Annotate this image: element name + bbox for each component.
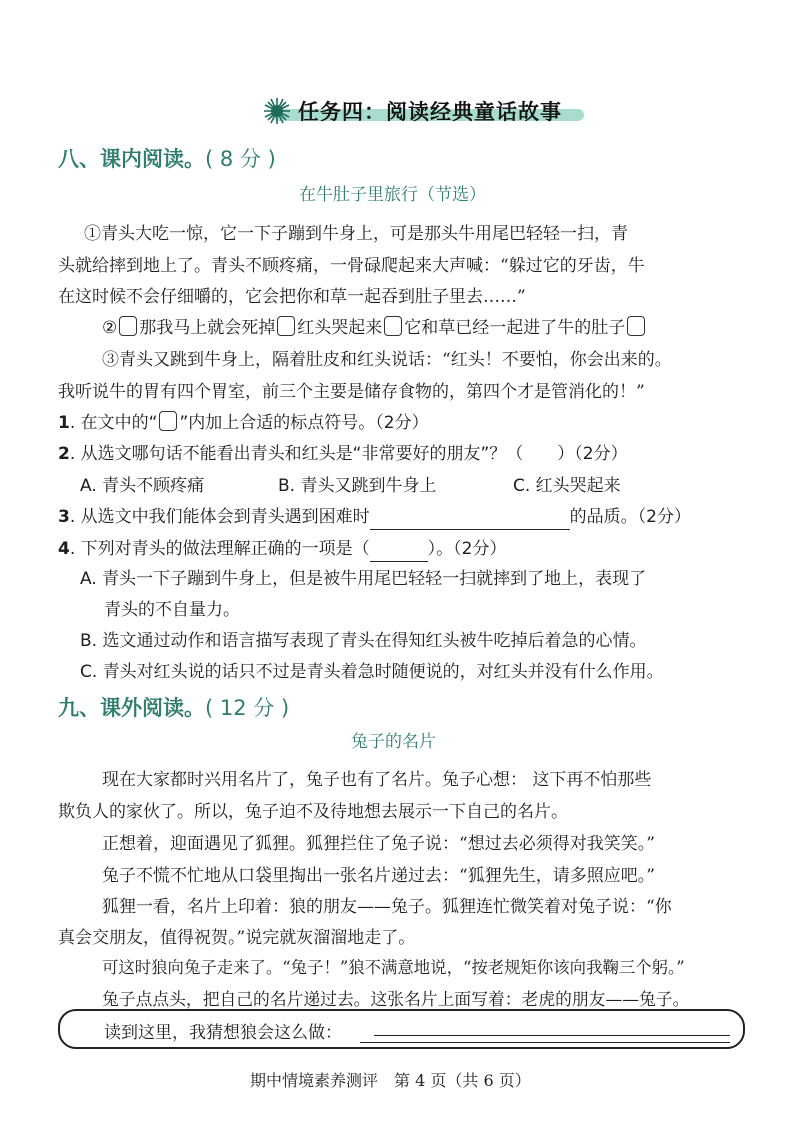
sentence: 红头哭起来	[297, 318, 383, 338]
sun-burst-icon	[262, 96, 292, 126]
passage-2-line: 兔子不慌不忙地从口袋里掏出一张名片递过去：“狐狸先生，请多照应吧。”	[102, 866, 655, 886]
answer-blank[interactable]	[370, 509, 570, 530]
passage-1-title: 在牛肚子里旅行（节选）	[299, 185, 486, 205]
punctuation-box[interactable]	[277, 316, 295, 336]
passage-1-line: ①青头大吃一惊，它一下子蹦到牛身上，可是那头牛用尾巴轻轻一扫，青	[84, 224, 628, 244]
passage-2-line: 现在大家都时兴用名片了，兔子也有了名片。兔子心想： 这下再不怕那些	[102, 770, 652, 790]
question-text: . 在文中的“	[69, 413, 158, 433]
question-number: 3	[58, 507, 70, 527]
question-number: 1	[58, 413, 70, 433]
guess-prompt: 读到这里，我猜想狼会这么做：	[104, 1023, 342, 1043]
sentence: 它和草已经一起进了牛的肚子	[404, 318, 626, 338]
passage-1-line: ③青头又跳到牛身上，隔着肚皮和红头说话：“红头！不要怕，你会出来的。	[102, 350, 672, 370]
punctuation-box[interactable]	[384, 316, 402, 336]
punctuation-box[interactable]	[627, 316, 645, 336]
question-text: . 从选文哪句话不能看出青头和红头是“非常要好的朋友”？（ ）（2分）	[69, 444, 628, 464]
question-text: ）。（2分）	[427, 539, 507, 559]
section-9-points: ( 12 分 )	[205, 696, 290, 720]
section-8-points: ( 8 分 )	[205, 147, 276, 171]
punctuation-box[interactable]	[119, 316, 137, 336]
sentence: 那我马上就会死掉	[139, 318, 276, 338]
section-8-heading	[58, 143, 276, 173]
passage-2-line: 狐狸一看，名片上印着：狼的朋友——兔子。狐狸连忙微笑着对兔子说：“你	[102, 897, 672, 917]
passage-2-line: 可这时狼向兔子走来了。“兔子！”狼不满意地说，“按老规矩你该向我鞠三个躬。”	[102, 958, 685, 977]
answer-line[interactable]	[374, 1035, 730, 1036]
question-number: 4	[58, 539, 70, 559]
q4-option-a-cont: 青头的不自量力。	[104, 600, 240, 620]
task-banner	[262, 96, 580, 126]
passage-1-line: 在这时候不会仔细嚼的，它会把你和草一起吞到肚子里去……”	[58, 287, 526, 307]
question-1	[58, 408, 429, 433]
question-text: 的品质。（2分）	[569, 507, 691, 527]
question-text: . 从选文中我们能体会到青头遇到困难时	[69, 507, 370, 527]
section-8-label: 八、课内阅读。	[58, 147, 205, 171]
punctuation-box-sample	[159, 411, 177, 431]
answer-line[interactable]	[360, 1042, 730, 1043]
q4-option-a[interactable]: A. 青头一下子蹦到牛身上，但是被牛用尾巴轻轻一扫就摔到了地上，表现了	[80, 569, 647, 589]
question-text: ”内加上合适的标点符号。（2分）	[179, 413, 429, 433]
q2-option-a[interactable]: A. 青头不顾疼痛	[80, 476, 205, 496]
question-number: 2	[58, 444, 70, 464]
passage-2-line: 真会交朋友，值得祝贺。”说完就灰溜溜地走了。	[58, 928, 416, 948]
q2-option-c[interactable]: C. 红头哭起来	[513, 476, 621, 496]
guess-prompt-box	[58, 1009, 745, 1049]
passage-2-line: 正想着，迎面遇见了狐狸。狐狸拦住了兔子说：“想过去必须得对我笑笑。”	[102, 834, 655, 854]
q4-option-c[interactable]: C. 青头对红头说的话只不过是青头着急时随便说的，对红头并没有什么作用。	[80, 662, 664, 682]
section-9-heading	[58, 692, 289, 722]
para-number: ②	[102, 318, 118, 338]
answer-blank[interactable]	[370, 541, 428, 562]
passage-1-para-2	[102, 313, 647, 338]
passage-2-title: 兔子的名片	[351, 732, 436, 752]
passage-2-line: 欺负人的家伙了。所以，兔子迫不及待地想去展示一下自己的名片。	[58, 802, 568, 822]
q4-option-b[interactable]: B. 选文通过动作和语言描写表现了青头在得知红头被牛吃掉后着急的心情。	[80, 631, 647, 651]
task-title: 任务四：阅读经典童话故事	[298, 100, 562, 124]
question-text: . 下列对青头的做法理解正确的一项是（	[69, 539, 370, 559]
q2-option-b[interactable]: B. 青头又跳到牛身上	[278, 476, 437, 496]
section-9-label: 九、课外阅读。	[58, 696, 205, 720]
page-footer: 期中情境素养测评 第 4 页（共 6 页）	[250, 1071, 531, 1090]
passage-1-line: 我听说牛的胃有四个胃室，前三个主要是储存食物的，第四个才是管消化的！”	[58, 382, 645, 402]
passage-2-line: 兔子点点头，把自己的名片递过去。这张名片上面写着：老虎的朋友——兔子。	[102, 989, 690, 1009]
question-2	[58, 439, 628, 464]
question-3	[58, 502, 691, 530]
passage-1-line: 头就给摔到地上了。青头不顾疼痛，一骨碌爬起来大声喊：“躲过它的牙齿，牛	[58, 256, 645, 276]
question-4	[58, 534, 506, 562]
